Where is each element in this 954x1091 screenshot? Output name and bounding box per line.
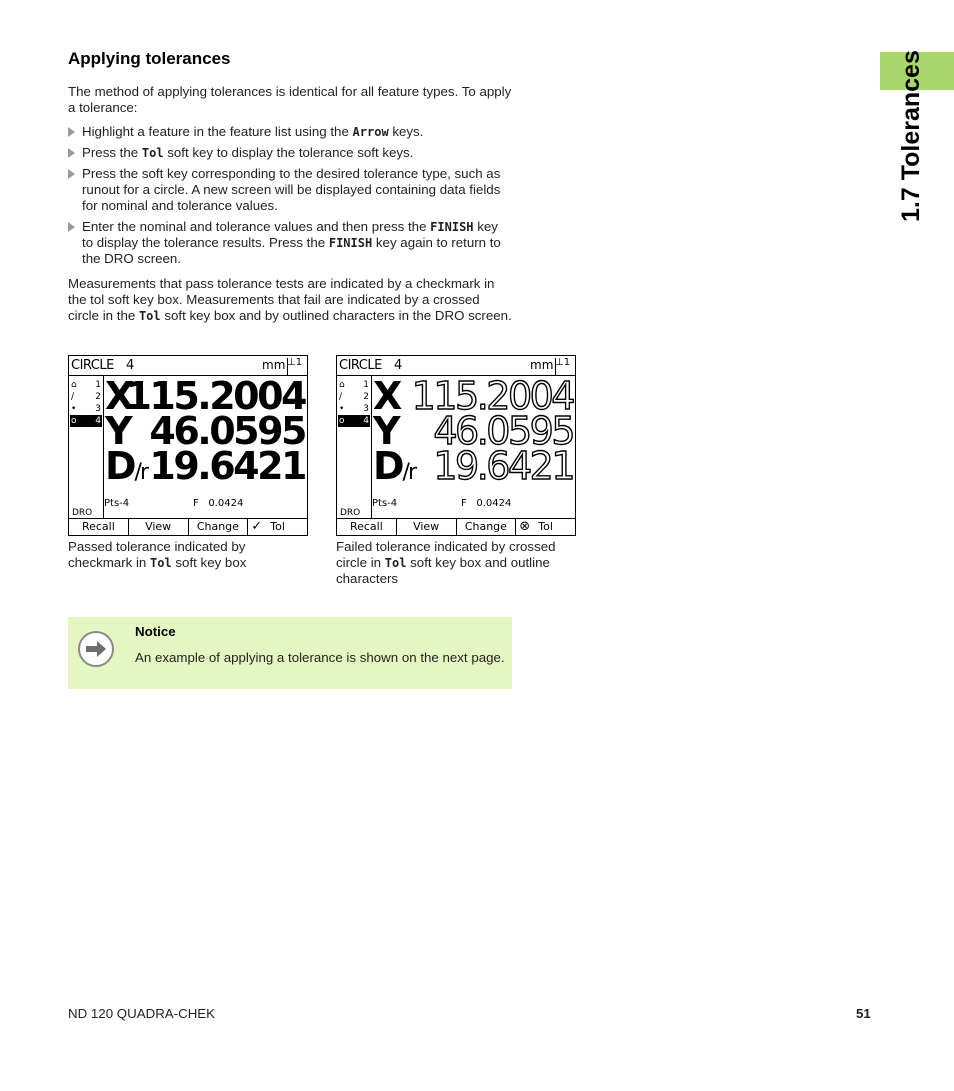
value-y: 46.0595 (149, 409, 305, 453)
value-x: 115.2004 (411, 374, 573, 418)
axis-label-y: Y (105, 409, 131, 453)
step-item: Enter the nominal and tolerance values and then press the FINISH key to display the tolerance results. Press the FINISH key again to return to the DRO screen. (68, 219, 512, 267)
tol-softkey[interactable]: ⊗ Tol (519, 519, 553, 534)
feature-icon: o (71, 416, 77, 426)
dro-screen-failed (336, 355, 576, 536)
feature-icon: o (339, 416, 345, 426)
recall-softkey[interactable]: Recall (69, 519, 129, 535)
bullet-arrow-icon (68, 222, 75, 232)
axis-label-x: X (105, 374, 133, 418)
feature-list-item[interactable]: ∕ 2 (71, 392, 101, 402)
unit-indicator: mm (530, 358, 556, 376)
feature-list (69, 376, 104, 519)
points-count: Pts-4 (372, 498, 398, 509)
notice-box (68, 617, 512, 689)
reference-indicator: ⊥1 (555, 357, 571, 368)
axis-label-d: D/r (105, 444, 148, 488)
tol-softkey[interactable]: ✓ Tol (251, 519, 285, 534)
feature-list-item[interactable]: ∕ 2 (339, 392, 369, 402)
dro-screen-passed (68, 355, 308, 536)
feature-icon: ⌂ (339, 380, 345, 390)
feature-list-item-selected[interactable]: o 4 (71, 416, 101, 426)
feature-list-item[interactable]: ⌂ 1 (71, 380, 101, 390)
step-item: Highlight a feature in the feature list using the Arrow keys. (68, 124, 512, 140)
reference-indicator: ⊥1 (287, 357, 303, 368)
footer-product: ND 120 QUADRA-CHEK (68, 1006, 216, 1021)
mode-label: DRO (340, 508, 361, 518)
feature-list-item[interactable]: • 3 (339, 404, 369, 414)
feature-icon: ∕ (339, 392, 343, 402)
passed-figure (68, 355, 308, 571)
value-x: 115.2004 (125, 374, 305, 418)
bullet-arrow-icon (68, 127, 75, 137)
mode-label: DRO (72, 508, 93, 518)
page-heading: Applying tolerances (68, 49, 231, 68)
feature-list-item[interactable]: • 3 (71, 404, 101, 414)
softkey-bar (337, 518, 575, 535)
feature-type: CIRCLE (71, 358, 114, 373)
arrow-right-icon (78, 631, 114, 667)
feature-icon: • (339, 404, 345, 414)
notice-body: An example of applying a tolerance is shown on the next page. (135, 650, 505, 665)
feature-icon: ⌂ (71, 380, 77, 390)
axis-label-y: Y (373, 409, 399, 453)
intro-paragraph: The method of applying tolerances is identical for all feature types. To apply a tolerance: (68, 84, 512, 115)
form-readout: F 0.0424 (461, 498, 512, 509)
view-softkey[interactable]: View (397, 519, 457, 535)
feature-icon: ∕ (71, 392, 75, 402)
crossed-circle-icon: ⊗ (519, 519, 531, 534)
feature-type: CIRCLE (339, 358, 382, 373)
unit-indicator: mm (262, 358, 288, 376)
dro-titlebar (337, 356, 575, 376)
dro-titlebar (69, 356, 307, 376)
figure-caption: Failed tolerance indicated by crossed circle in Tol soft key box and outline characters (336, 539, 556, 586)
points-count: Pts-4 (104, 498, 130, 509)
feature-list-item-selected[interactable]: o 4 (339, 416, 369, 426)
feature-list (337, 376, 372, 519)
step-item: Press the soft key corresponding to the desired tolerance type, such as runout for a circle. A new screen will be displayed containing data fields for nominal and tolerance values. (68, 166, 512, 214)
steps-list (68, 124, 512, 267)
feature-number: 4 (126, 358, 135, 373)
change-softkey[interactable]: Change (189, 519, 249, 535)
change-softkey[interactable]: Change (457, 519, 517, 535)
axis-label-d: D/r (373, 444, 416, 488)
page-number: 51 (856, 1006, 871, 1021)
recall-softkey[interactable]: Recall (337, 519, 397, 535)
value-d: 19.6421 (149, 444, 305, 488)
value-y: 46.0595 (433, 409, 573, 453)
step-item: Press the Tol soft key to display the tolerance soft keys. (68, 145, 512, 161)
feature-number: 4 (394, 358, 403, 373)
view-softkey[interactable]: View (129, 519, 189, 535)
softkey-bar (69, 518, 307, 535)
feature-icon: • (71, 404, 77, 414)
bullet-arrow-icon (68, 148, 75, 158)
form-readout: F 0.0424 (193, 498, 244, 509)
screenshot-figures (68, 355, 578, 595)
notice-title: Notice (135, 624, 176, 639)
axis-label-x: X (373, 374, 401, 418)
section-title: 1.7 Tolerances (897, 50, 925, 222)
result-paragraph: Measurements that pass tolerance tests are indicated by a checkmark in the tol soft key box. Measurements that fail are indicated by a crossed circle in the Tol soft key box and by outlined characters in the DRO screen. (68, 276, 512, 323)
feature-list-item[interactable]: ⌂ 1 (339, 380, 369, 390)
bullet-arrow-icon (68, 169, 75, 179)
value-d: 19.6421 (433, 444, 573, 488)
figure-caption: Passed tolerance indicated by checkmark in Tol soft key box (68, 539, 247, 570)
main-content (68, 48, 512, 332)
failed-figure (336, 355, 576, 587)
checkmark-icon: ✓ (251, 519, 263, 534)
